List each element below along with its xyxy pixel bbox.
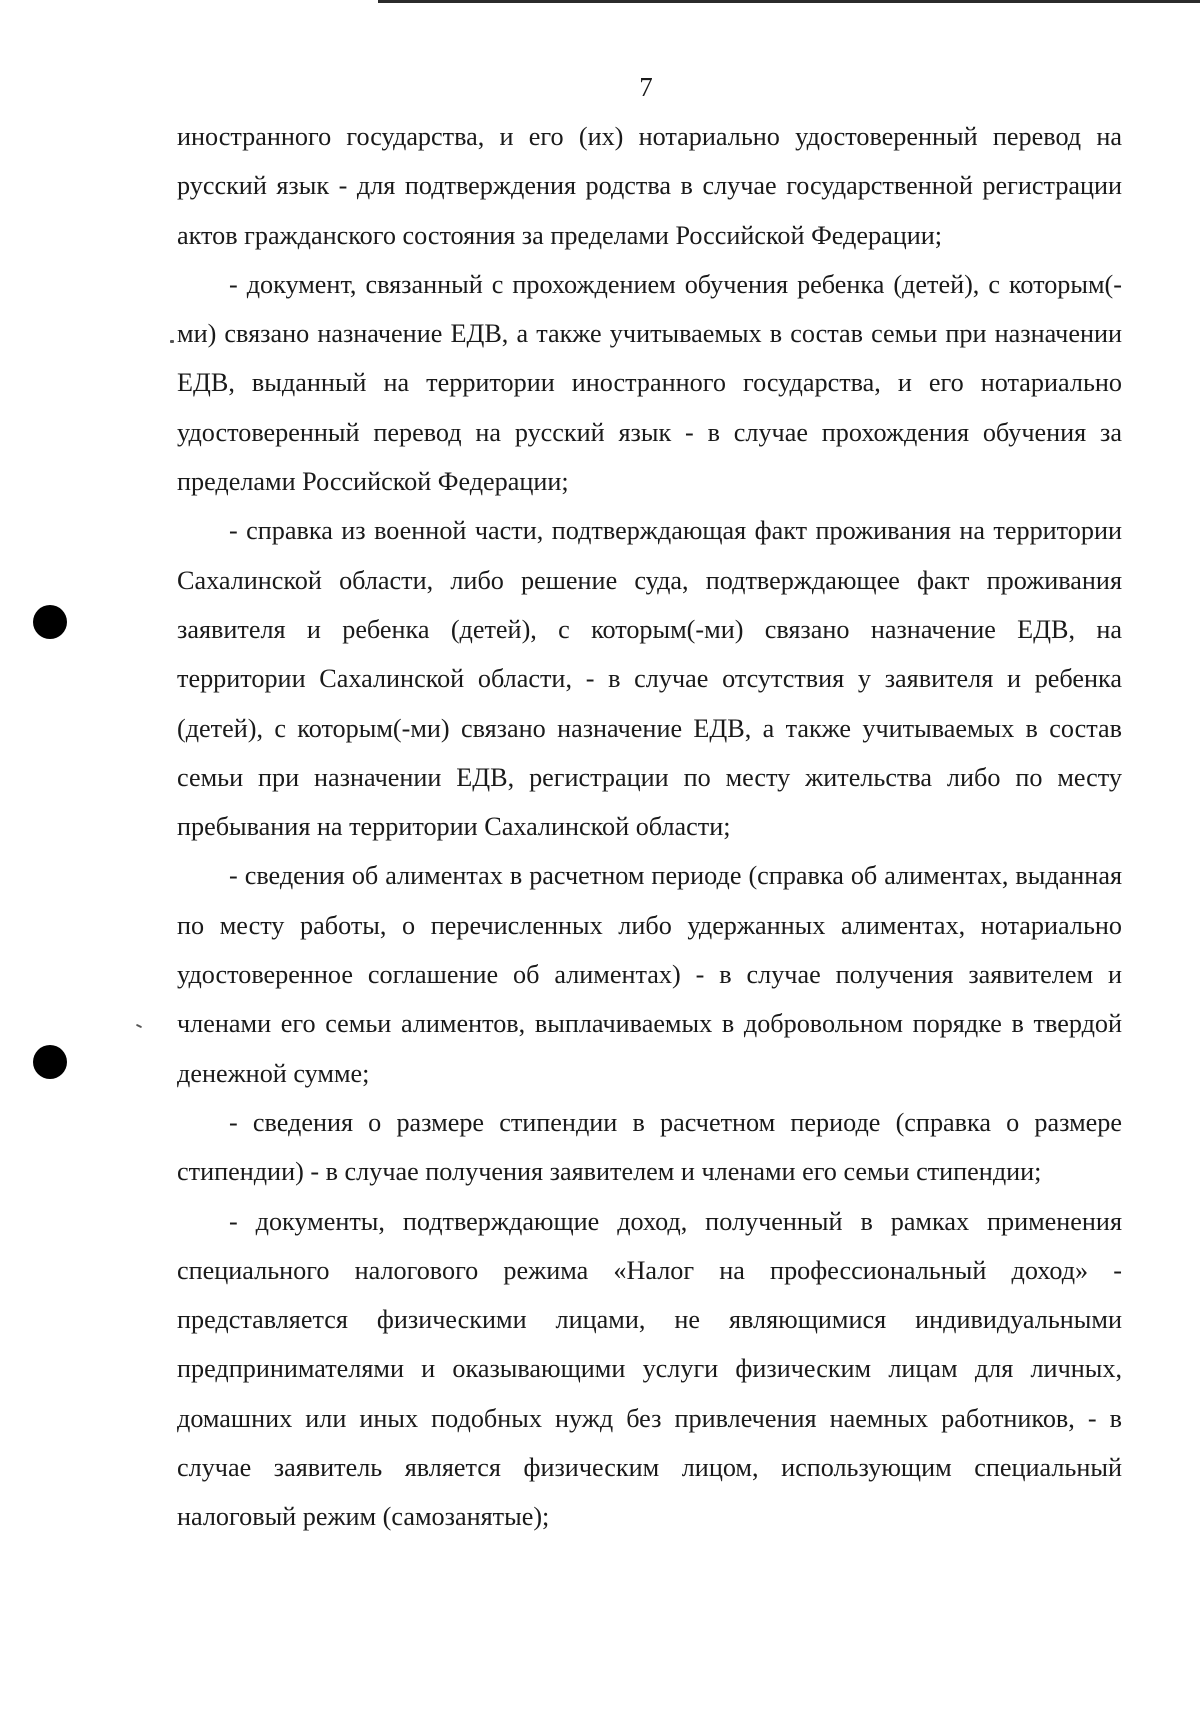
top-edge-line — [378, 0, 1200, 3]
paragraph-self-employed-income: - документы, подтверждающие доход, полученный в рамках применения специального налогового режима «Налог на профессиональный доход» - представляется физическими лицами, не являющимися индивидуальными предпринимателями и оказывающими услуги физическим лицам для личных, домашних или иных подобных нужд без привлечения наемных работников, - в случае заявитель является физическим лицом, использующим специальный налоговый режим (самозанятые); — [177, 1206, 1122, 1532]
paragraph-stipend-info: - сведения о размере стипендии в расчетном периоде (справка о размере стипендии) - в случае получения заявителем и членами его семьи стипендии; — [177, 1107, 1122, 1187]
paragraph-alimony-info: - сведения об алиментах в расчетном периоде (справка об алиментах, выданная по месту работы, о перечисленных либо удержанных алиментах, нотариально удостоверенное соглашение об алиментах) - в случае получения заявителем и членами его семьи алиментов, выплачиваемых в добровольном порядке в твердой денежной сумме; — [177, 861, 1122, 1088]
paragraph-continuation: иностранного государства, и его (их) нотариально удостоверенный перевод на русский язык - для подтверждения родства в случае государственной регистрации актов гражданского состояния за пределами Российской Федерации; — [177, 122, 1122, 250]
scan-speck — [170, 340, 174, 343]
paragraph-military-certificate: - справка из военной части, подтверждающая факт проживания на территории Сахалинской области, либо решение суда, подтверждающее факт проживания заявителя и ребенка (детей), с которым(-ми) связано назначение ЕДВ, на территории Сахалинской области, - в случае отсутствия у заявителя и ребенка (детей), с которым(-ми) связано назначение ЕДВ, а также учитываемых в состав семьи при назначении ЕДВ, регистрации по месту жительства либо по месту пребывания на территории Сахалинской области; — [177, 516, 1122, 842]
document-body — [177, 112, 1122, 1542]
page-number: 7 — [639, 72, 653, 102]
scan-speck — [136, 1024, 142, 1028]
paragraph-education-document: - документ, связанный с прохождением обучения ребенка (детей), с которым(-ми) связано назначение ЕДВ, а также учитываемых в состав семьи при назначении ЕДВ, выданный на территории иностранного государства, и его нотариально удостоверенный перевод на русский язык - в случае прохождения обучения за пределами Российской Федерации; — [177, 269, 1122, 497]
punch-hole-lower — [33, 1045, 67, 1079]
punch-hole-upper — [33, 605, 67, 639]
